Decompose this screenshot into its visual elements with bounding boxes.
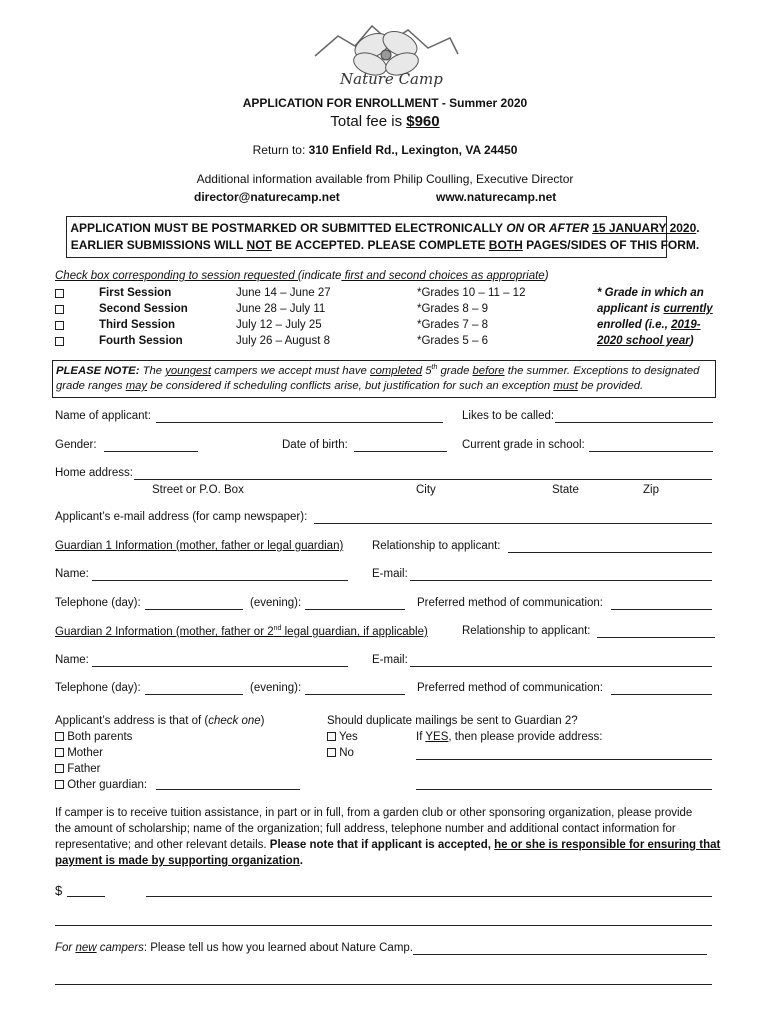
city-label: City [416,484,436,496]
session-checkbox[interactable] [55,337,64,346]
date-of-birth-label: Date of birth: [282,439,348,451]
please-note-line-2: grade ranges may be considered if scheduling conflicts arise, but justification for such an exception must be provided. [56,380,644,392]
likes-to-be-called-field[interactable] [555,422,713,423]
session-instruction: Check box corresponding to session requested (indicate first and second choices as appropriate) [55,270,549,282]
svg-text:Nature Camp: Nature Camp [340,70,443,88]
address-of-option[interactable] [55,731,132,743]
notice-line-1: APPLICATION MUST BE POSTMARKED OR SUBMITTED ELECTRONICALLY ON OR AFTER 15 JANUARY 2020. [70,221,700,235]
grade-note-2: applicant is currently [597,303,713,315]
other-guardian-field[interactable] [156,789,300,790]
guardian1-tel-day-label: Telephone (day): [55,597,141,609]
organization-details-field-1[interactable] [146,896,712,897]
tuition-line-4: payment is made by supporting organization. [55,855,303,867]
guardian1-relationship-label: Relationship to applicant: [372,540,501,552]
form-title: APPLICATION FOR ENROLLMENT - Summer 2020 [242,96,528,110]
total-fee: Total fee is $960 [330,113,440,130]
dollar-sign: $ [55,883,63,898]
street-label: Street or P.O. Box [152,484,244,496]
guardian2-heading: Guardian 2 Information (mother, father or 2nd legal guardian, if applicable) [55,625,428,638]
session-checkbox[interactable] [55,289,64,298]
guardian2-address-field-1[interactable] [416,759,712,760]
grade-note-3: enrolled (i.e., 2019- [597,319,701,331]
session-dates: June 14 – June 27 [236,287,331,299]
session-dates: July 26 – August 8 [236,335,330,347]
guardian2-tel-evening-label: (evening): [250,682,302,694]
address-of-option-label: Father [67,763,101,775]
session-name: First Session [99,287,172,299]
grade-note-4: 2020 school year) [597,335,694,347]
info-line: Additional information available from Philip Coulling, Executive Director [196,172,574,186]
guardian1-tel-evening-label: (evening): [250,597,302,609]
address-of-checkbox[interactable] [55,780,64,789]
if-yes-label: If YES, then please provide address: [416,731,603,743]
session-name: Fourth Session [99,335,183,347]
tuition-line-1: If camper is to receive tuition assistance, in part or in full, from a garden club or other sponsoring organization, please provide [55,807,693,819]
new-campers-question: For new campers: Please tell us how you learned about Nature Camp. [55,942,413,954]
address-of-option[interactable] [55,763,100,775]
home-address-label: Home address: [55,467,133,479]
grade-note-1: * Grade in which an [597,287,704,299]
guardian1-name-label: Name: [55,568,89,580]
session-grades: *Grades 10 – 11 – 12 [417,287,526,299]
name-of-applicant-field[interactable] [156,422,443,423]
address-of-option-label: Both parents [67,731,133,743]
duplicate-mailings-question: Should duplicate mailings be sent to Guardian 2? [327,715,578,727]
no-checkbox[interactable] [327,748,336,757]
email-newspaper-field[interactable] [314,523,712,524]
guardian2-name-field[interactable] [92,666,348,667]
notice-line-2: EARLIER SUBMISSIONS WILL NOT BE ACCEPTED. PLEASE COMPLETE BOTH PAGES/SIDES OF THIS FORM. [70,238,700,252]
current-grade-label: Current grade in school: [462,439,585,451]
guardian1-tel-day-field[interactable] [145,609,243,610]
guardian1-email-field[interactable] [410,580,712,581]
session-name: Third Session [99,319,176,331]
guardian2-preferred-field[interactable] [611,694,712,695]
guardian2-tel-day-label: Telephone (day): [55,682,141,694]
guardian2-relationship-label: Relationship to applicant: [462,625,591,637]
address-of-label: Applicant’s address is that of (check one) [55,715,265,727]
guardian1-preferred-label: Preferred method of communication: [417,597,604,609]
name-of-applicant-label: Name of applicant: [55,410,151,422]
duplicate-yes-option[interactable]: Yes [327,731,358,743]
guardian1-tel-evening-field[interactable] [305,609,405,610]
likes-to-be-called-label: Likes to be called: [462,410,555,422]
guardian2-name-label: Name: [55,654,89,666]
guardian1-relationship-field[interactable] [508,552,712,553]
address-of-option-label: Other guardian: [67,779,148,791]
scholarship-amount-field[interactable] [67,896,105,897]
guardian2-email-field[interactable] [410,666,712,667]
guardian1-name-field[interactable] [92,580,348,581]
how-learned-field-2[interactable] [55,984,712,985]
zip-label: Zip [643,484,659,496]
session-dates: July 12 – July 25 [236,319,322,331]
email-newspaper-label: Applicant’s e-mail address (for camp newspaper): [55,511,308,523]
gender-label: Gender: [55,439,97,451]
guardian2-tel-day-field[interactable] [145,694,243,695]
address-of-option[interactable] [55,779,147,791]
session-checkbox[interactable] [55,305,64,314]
guardian2-relationship-field[interactable] [597,637,715,638]
guardian1-heading: Guardian 1 Information (mother, father or legal guardian) [55,540,344,552]
address-of-checkbox[interactable] [55,764,64,773]
director-email: director@naturecamp.net [194,190,340,204]
session-name: Second Session [99,303,188,315]
session-dates: June 28 – July 11 [236,303,326,315]
fee-amount: $960 [406,113,440,130]
guardian1-preferred-field[interactable] [611,609,712,610]
session-grades: *Grades 5 – 6 [417,335,488,347]
session-grades: *Grades 8 – 9 [417,303,488,315]
guardian2-tel-evening-field[interactable] [305,694,405,695]
guardian2-email-label: E-mail: [372,654,408,666]
website: www.naturecamp.net [436,190,557,204]
duplicate-no-option[interactable]: No [327,747,354,759]
address-of-checkbox[interactable] [55,748,64,757]
tuition-line-3: representative; and other relevant details. Please note that if applicant is accepted, he or she is responsible for ensuring that [55,839,721,851]
tuition-line-2: the amount of scholarship; name of the organization; full address, telephone number and additional contact information for [55,823,676,835]
session-checkbox[interactable] [55,321,64,330]
gender-field[interactable] [104,451,198,452]
date-of-birth-field[interactable] [354,451,447,452]
yes-checkbox[interactable] [327,732,336,741]
guardian2-address-field-2[interactable] [416,789,712,790]
guardian2-preferred-label: Preferred method of communication: [417,682,604,694]
guardian1-email-label: E-mail: [372,568,408,580]
address-of-checkbox[interactable] [55,732,64,741]
address-of-option-label: Mother [67,747,103,759]
session-grades: *Grades 7 – 8 [417,319,488,331]
return-address: Return to: 310 Enfield Rd., Lexington, VA 24450 [252,143,518,157]
address-of-option[interactable] [55,747,103,759]
nature-camp-logo [310,18,460,90]
state-label: State [552,484,579,496]
organization-details-field-2[interactable] [55,925,712,926]
home-address-field[interactable] [134,479,712,480]
current-grade-field[interactable] [589,451,713,452]
please-note-line-1: PLEASE NOTE: The youngest campers we accept must have completed 5th grade before the summer. Exceptions to designated [56,364,700,377]
how-learned-field-1[interactable] [413,954,707,955]
